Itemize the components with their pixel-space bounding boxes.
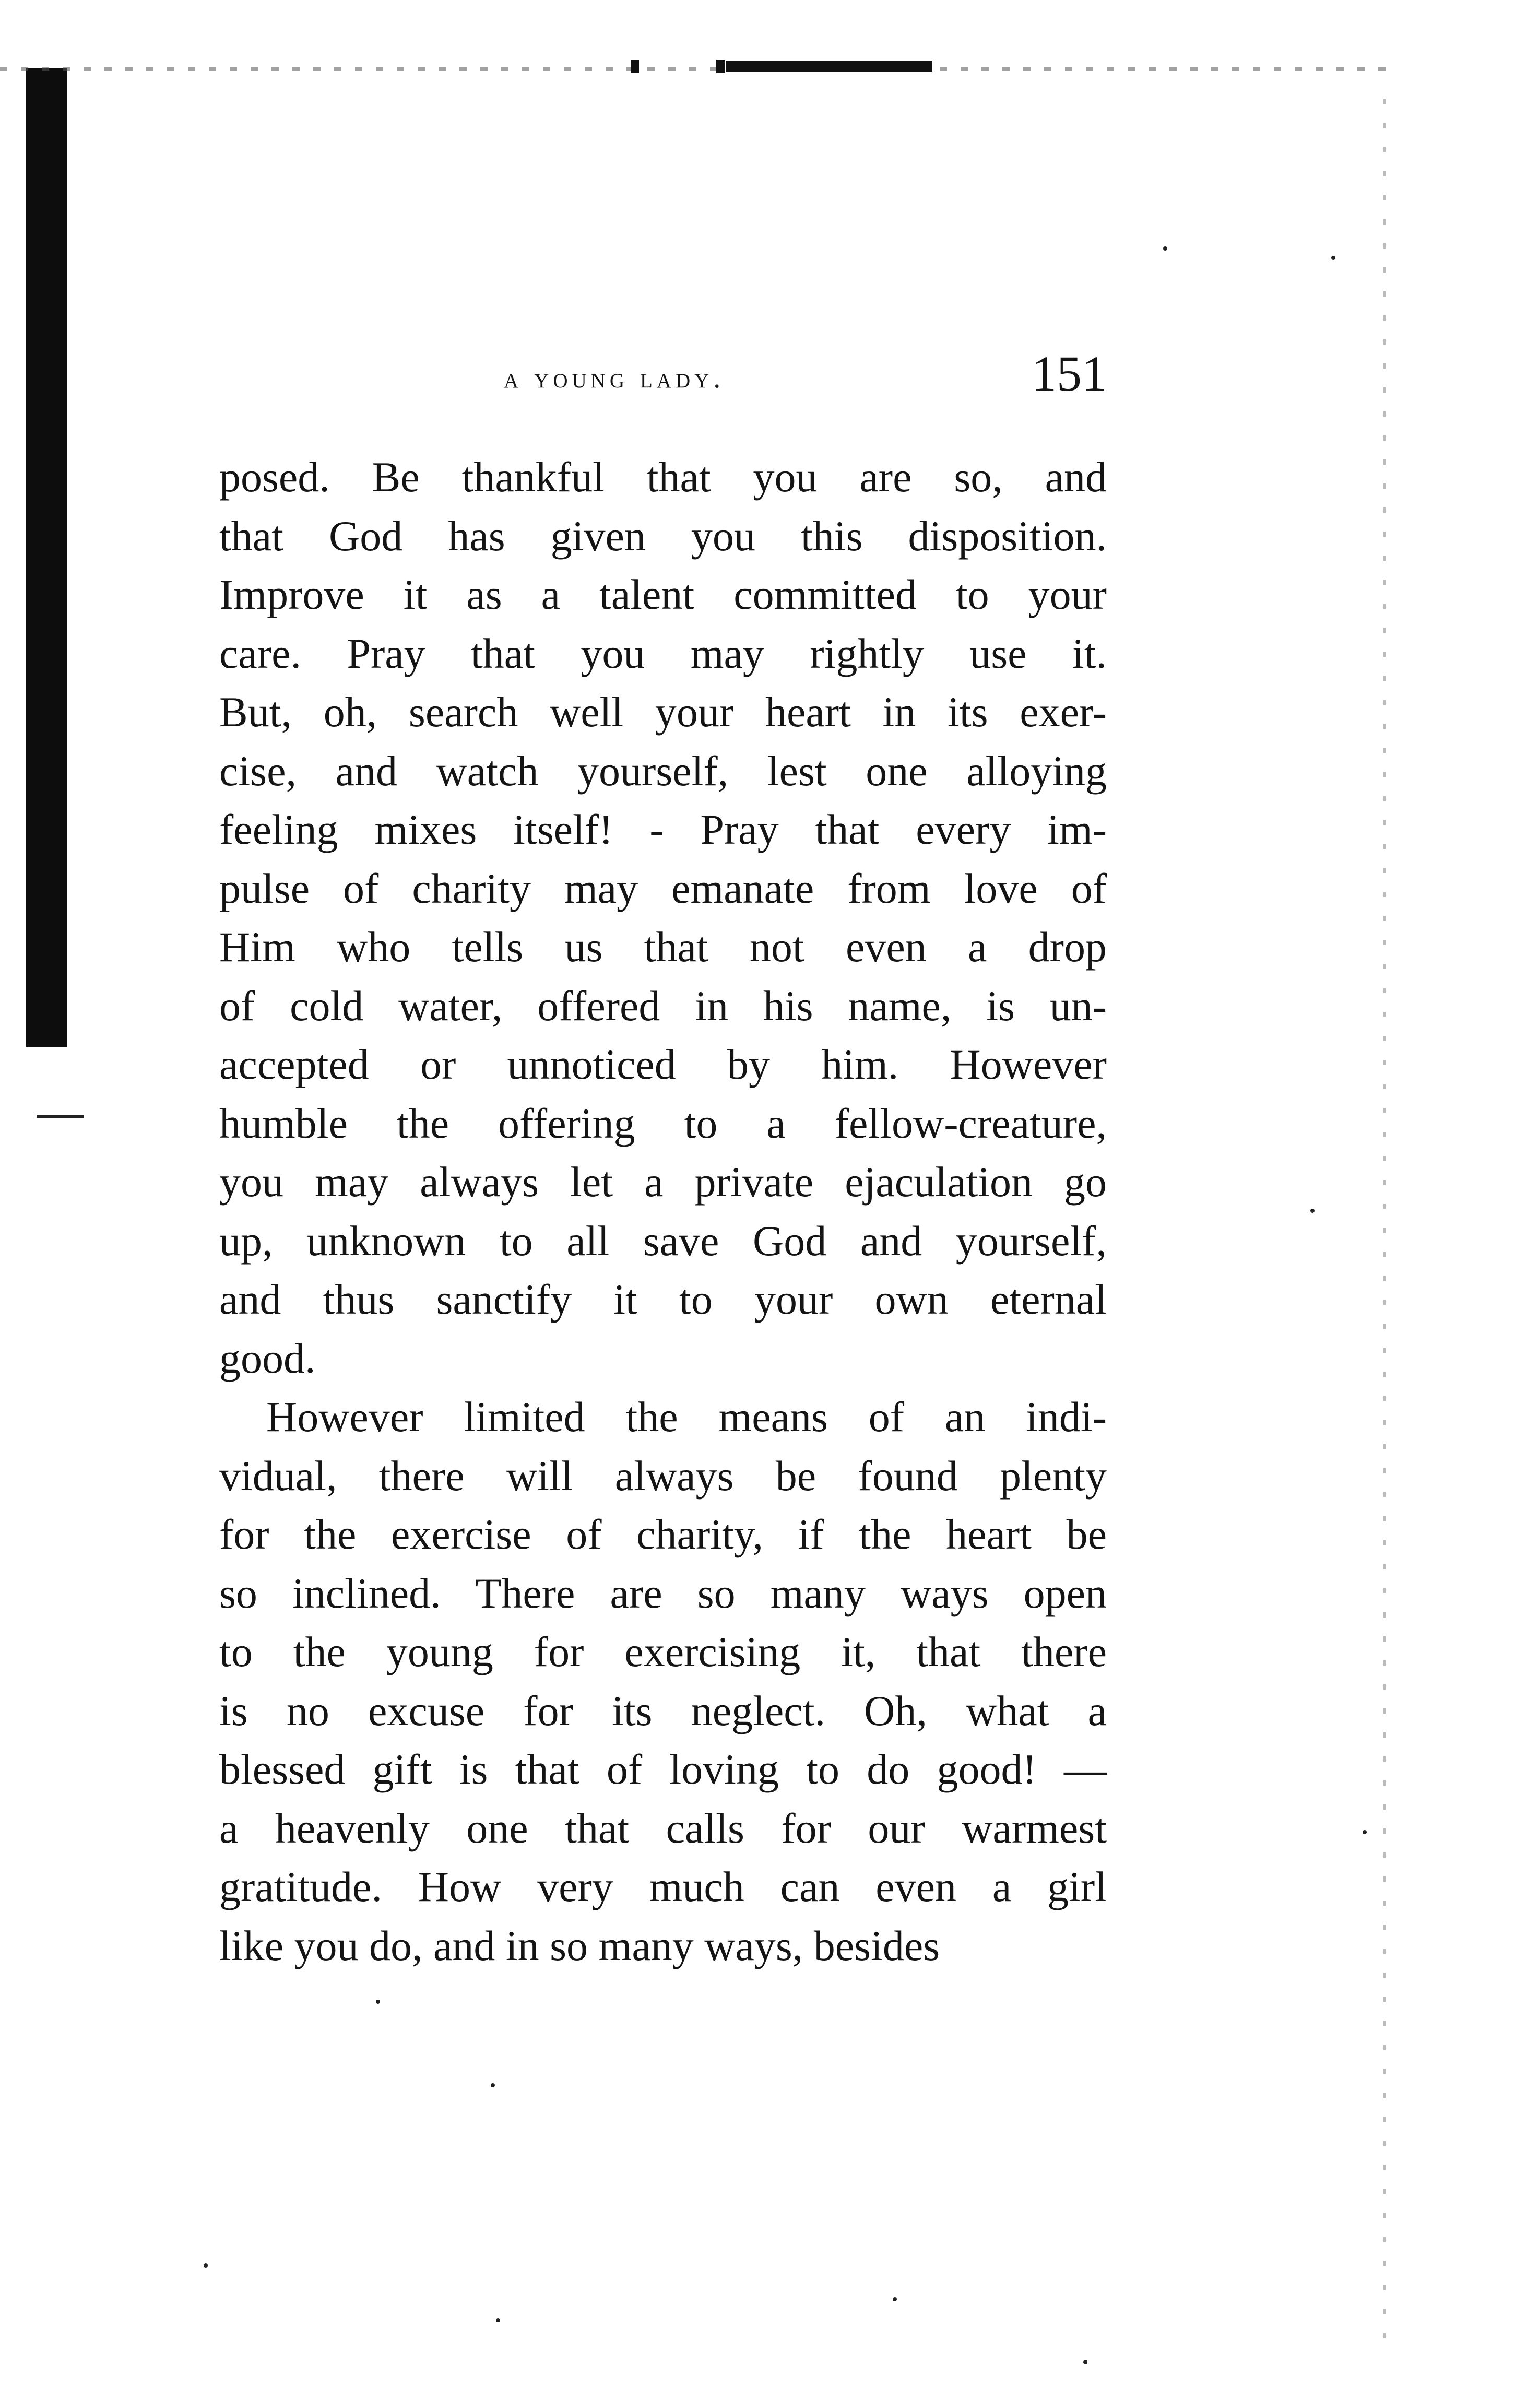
scan-speck xyxy=(491,2083,495,2087)
scan-speck xyxy=(1363,1830,1367,1834)
body-text xyxy=(219,448,1107,1975)
scan-speck xyxy=(376,2000,380,2004)
text-line: good. xyxy=(219,1334,316,1382)
text-line: like you do, and in so many ways, besides xyxy=(219,1921,940,1969)
scan-speck xyxy=(1083,2360,1087,2364)
text-line: humble the offering to a fellow-creature, xyxy=(219,1099,1107,1147)
scan-speck xyxy=(1310,1209,1315,1213)
text-line: cise, and watch yourself, lest one alloying xyxy=(219,747,1107,795)
scan-speck xyxy=(1163,246,1167,251)
scan-speck xyxy=(1331,256,1335,260)
text-line: Improve it as a talent committed to your xyxy=(219,571,1107,618)
text-line: gratitude. How very much can even a girl xyxy=(219,1863,1107,1910)
text-line: pulse of charity may emanate from love of xyxy=(219,864,1107,912)
scan-speck xyxy=(893,2297,897,2301)
scan-edge-mark xyxy=(37,1115,84,1118)
text-line: blessed gift is that of loving to do good! — xyxy=(219,1745,1107,1793)
scan-top-edge-dark xyxy=(726,61,932,72)
paragraph xyxy=(219,448,1107,1388)
text-line: up, unknown to all save God and yourself, xyxy=(219,1217,1107,1265)
text-line: However limited the means of an indi- xyxy=(266,1393,1107,1441)
text-line: a heavenly one that calls for our warmest xyxy=(219,1804,1107,1852)
scan-right-edge xyxy=(1383,99,1386,2355)
scan-edge-bar xyxy=(26,68,67,1047)
text-line: Him who tells us that not even a drop xyxy=(219,923,1107,971)
running-head-title: a young lady. xyxy=(504,362,725,394)
text-line: posed. Be thankful that you are so, and xyxy=(219,453,1107,501)
page-number: 151 xyxy=(1032,346,1107,402)
text-line: vidual, there will always be found plenty xyxy=(219,1451,1107,1500)
text-line: to the young for exercising it, that there xyxy=(219,1628,1107,1675)
text-line: and thus sanctify it to your own eternal xyxy=(219,1276,1107,1323)
text-line: But, oh, search well your heart in its exer- xyxy=(219,688,1107,736)
text-line: you may always let a private ejaculation go xyxy=(219,1158,1107,1206)
running-head xyxy=(219,345,1107,418)
text-line: is no excuse for its neglect. Oh, what a xyxy=(219,1686,1107,1734)
scan-top-edge xyxy=(0,67,1389,71)
text-line: feeling mixes itself! - Pray that every im- xyxy=(219,806,1107,853)
text-line: that God has given you this disposition. xyxy=(219,512,1107,560)
text-line: so inclined. There are so many ways open xyxy=(219,1569,1107,1617)
scan-speck xyxy=(496,2318,500,2322)
text-line: accepted or unnoticed by him. However xyxy=(219,1041,1107,1088)
scan-speck xyxy=(204,2263,208,2268)
paragraph xyxy=(219,1388,1107,1975)
text-line: for the exercise of charity, if the heart be xyxy=(219,1510,1107,1558)
scan-top-tick xyxy=(631,60,639,73)
text-line: care. Pray that you may rightly use it. xyxy=(219,629,1107,677)
text-line: of cold water, offered in his name, is un- xyxy=(219,982,1107,1030)
scan-top-tick xyxy=(716,60,725,73)
